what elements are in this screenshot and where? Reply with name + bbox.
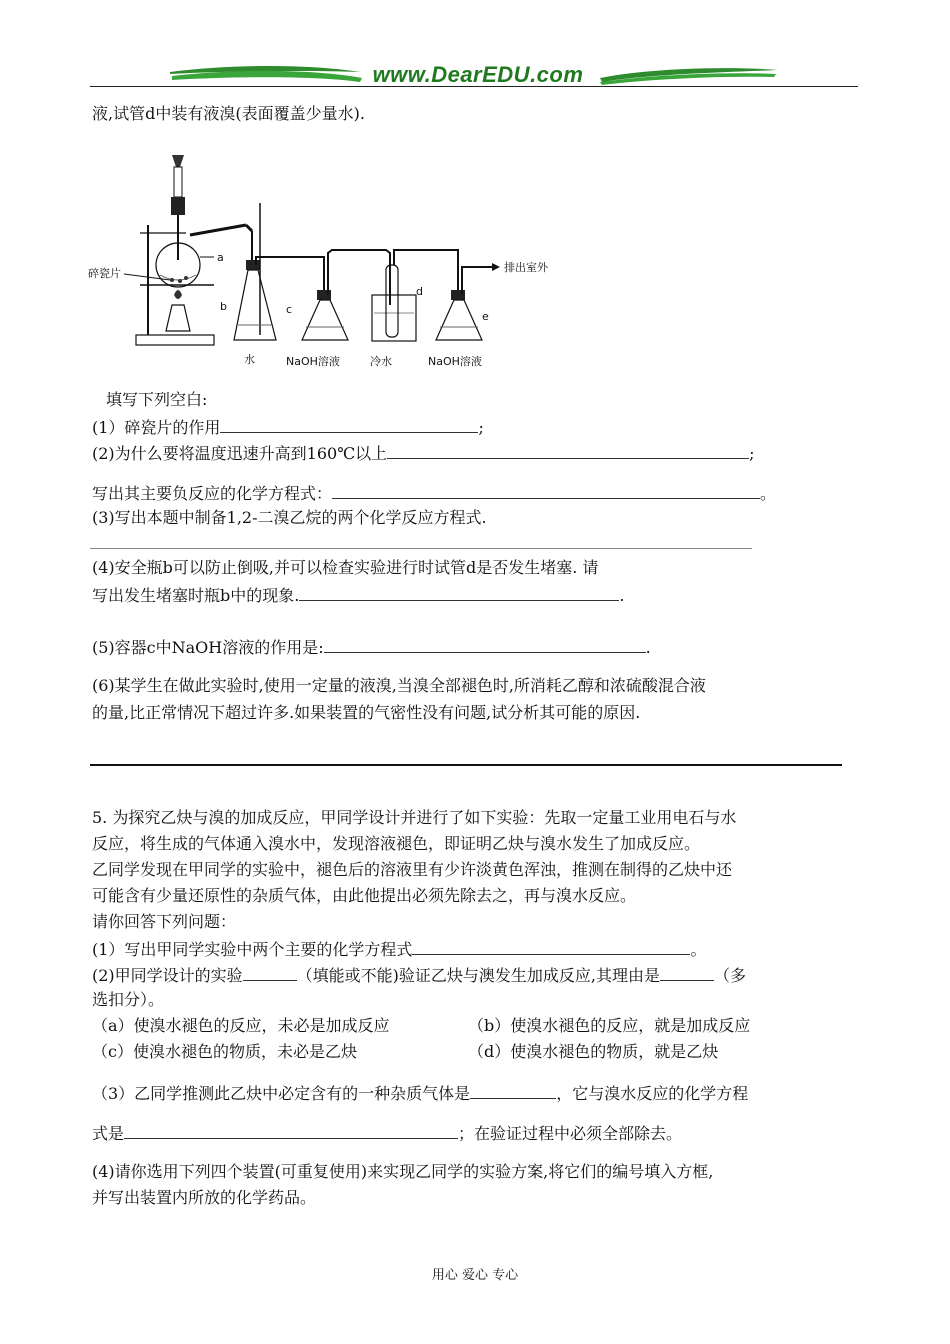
q4-part4b [92, 584, 624, 606]
bottle-b [234, 270, 276, 340]
q5-part2-cont: 选扣分）。 [92, 990, 165, 1009]
answer-blank[interactable] [387, 442, 749, 459]
q5-part3-text-b: ，它与溴水反应的化学方程 [556, 1084, 749, 1103]
q5-part2 [92, 964, 746, 986]
q5-line4: 可能含有少量还原性的杂质气体，由此他提出必须先除去之，再与溴水反应。 [92, 886, 637, 905]
test-tube-d [386, 265, 398, 337]
fill-prompt: 填写下列空白: [106, 390, 208, 409]
dropping-funnel-top [172, 155, 184, 167]
delivery-tube-1 [190, 225, 246, 235]
bottle-e [436, 300, 482, 340]
label-broken-porcelain: 碎瓷片 [88, 267, 121, 280]
q4-part6b: 的量,比正常情况下超过许多.如果装置的气密性没有问题,试分析其可能的原因. [92, 703, 641, 722]
logo-text: www.DearEDU.com [372, 62, 584, 87]
answer-blank[interactable] [324, 636, 646, 653]
q5-line3: 乙同学发现在甲同学的实验中，褪色后的溶液里有少许淡黄色浑浊，推测在制得的乙炔中还 [92, 860, 733, 879]
q4-part6a: (6)某学生在做此实验时,使用一定量的液溴,当溴全部褪色时,所消耗乙醇和浓硫酸混合液 [92, 676, 706, 695]
punct: ; [478, 418, 484, 437]
q4-part2b [92, 482, 776, 504]
label-e: e [482, 310, 489, 323]
punct: . [619, 586, 625, 605]
answer-blank[interactable] [299, 584, 619, 601]
q5-part4a: (4)请你选用下列四个装置(可重复使用)来实现乙同学的实验方案,将它们的编号填入方框, [92, 1162, 714, 1181]
q5-part2-text-a: (2)甲同学设计的实验 [92, 966, 243, 985]
answer-blank[interactable] [243, 964, 297, 981]
q4-intro-line: 液,试管d中装有液溴(表面覆盖少量水). [92, 104, 365, 123]
answer-blank[interactable] [124, 1122, 458, 1139]
q4-part1-text: (1）碎瓷片的作用 [92, 418, 221, 437]
delivery-tube-2 [256, 257, 324, 295]
option-c: （c）使溴水褪色的物质，未必是乙炔 [92, 1042, 357, 1061]
label-d: d [416, 285, 423, 298]
q4-part3: (3)写出本题中制备1,2-二溴乙烷的两个化学反应方程式. [92, 508, 487, 527]
section-divider [90, 764, 842, 766]
option-b: （b）使溴水褪色的反应，就是加成反应 [468, 1016, 751, 1035]
q5-part2-text-b: （填能或不能)验证乙炔与澳发生加成反应,其理由是 [296, 966, 661, 985]
answer-blank[interactable] [412, 938, 690, 955]
stopper [171, 197, 185, 215]
option-a: （a）使溴水褪色的反应，未必是加成反应 [92, 1016, 390, 1035]
exhaust-tube [462, 267, 492, 295]
q5-part1-text: (1）写出甲同学实验中两个主要的化学方程式 [92, 940, 413, 959]
q4-part5-text: (5)容器c中NaOH溶液的作用是: [92, 638, 324, 657]
q5-part4b: 并写出装置内所放的化学药品。 [92, 1188, 317, 1207]
label-c: c [286, 303, 293, 316]
alcohol-lamp [166, 305, 190, 331]
answer-blank[interactable] [660, 964, 714, 981]
arrow-right-icon [492, 263, 500, 271]
flame-icon [174, 290, 182, 299]
label-water: 水 [244, 353, 255, 366]
label-a: a [217, 251, 224, 264]
q4-part4b-text: 写出发生堵塞时瓶b中的现象. [92, 586, 300, 605]
label-b: b [220, 300, 227, 313]
q4-part2b-text: 写出其主要负反应的化学方程式： [92, 484, 333, 503]
q5-part3-text-d: ；在验证过程中必须全部除去。 [458, 1124, 683, 1143]
q5-part3-text-c: 式是 [92, 1124, 125, 1143]
q4-part4a: (4)安全瓶b可以防止倒吸,并可以检查实验进行时试管d是否发生堵塞. 请 [92, 558, 599, 577]
q4-part2 [92, 442, 755, 464]
q5-part1 [92, 938, 706, 960]
q4-part1 [92, 416, 484, 438]
dropping-funnel-stem [174, 167, 182, 197]
punct: . [645, 638, 651, 657]
answer-blank[interactable] [332, 482, 760, 499]
q5-line2: 反应，将生成的气体通入溴水中，发现溶液褪色，即证明乙炔与溴水发生了加成反应。 [92, 834, 701, 853]
label-naoh-1: NaOH溶液 [286, 355, 340, 368]
q5-line5: 请你回答下列问题： [92, 912, 237, 931]
page-footer: 用心 爱心 专心 [431, 1268, 519, 1283]
q5-part3-cont [92, 1122, 682, 1144]
header-rule [90, 86, 858, 87]
q5-line1: 5. 为探究乙炔与溴的加成反应，甲同学设计并进行了如下实验：先取一定量工业用电石与水 [92, 808, 737, 827]
apparatus-diagram [86, 135, 556, 375]
q4-part5 [92, 636, 651, 658]
option-d: （d）使溴水褪色的物质，就是乙炔 [468, 1042, 719, 1061]
answer-line[interactable] [90, 548, 752, 549]
stopper-b [246, 260, 260, 270]
site-logo [170, 58, 780, 94]
label-cold-water: 冷水 [370, 355, 392, 368]
punct: 。 [760, 484, 777, 503]
stand-base [136, 335, 214, 345]
q4-part2-text: (2)为什么要将温度迅速升高到160℃以上 [92, 444, 388, 463]
answer-blank[interactable] [220, 416, 478, 433]
punct: ; [749, 444, 755, 463]
punct: 。 [690, 940, 707, 959]
beaker [372, 295, 416, 341]
q5-part3 [92, 1082, 748, 1104]
label-exhaust: 排出室外 [504, 261, 548, 274]
bottle-c [302, 300, 348, 340]
answer-blank[interactable] [470, 1082, 556, 1099]
delivery-tube-4 [394, 250, 458, 295]
q5-part2-text-c: （多 [714, 966, 747, 985]
delivery-tube-3 [328, 250, 390, 305]
q5-part3-text-a: （3）乙同学推测此乙炔中必定含有的一种杂质气体是 [92, 1084, 471, 1103]
label-naoh-2: NaOH溶液 [428, 355, 482, 368]
